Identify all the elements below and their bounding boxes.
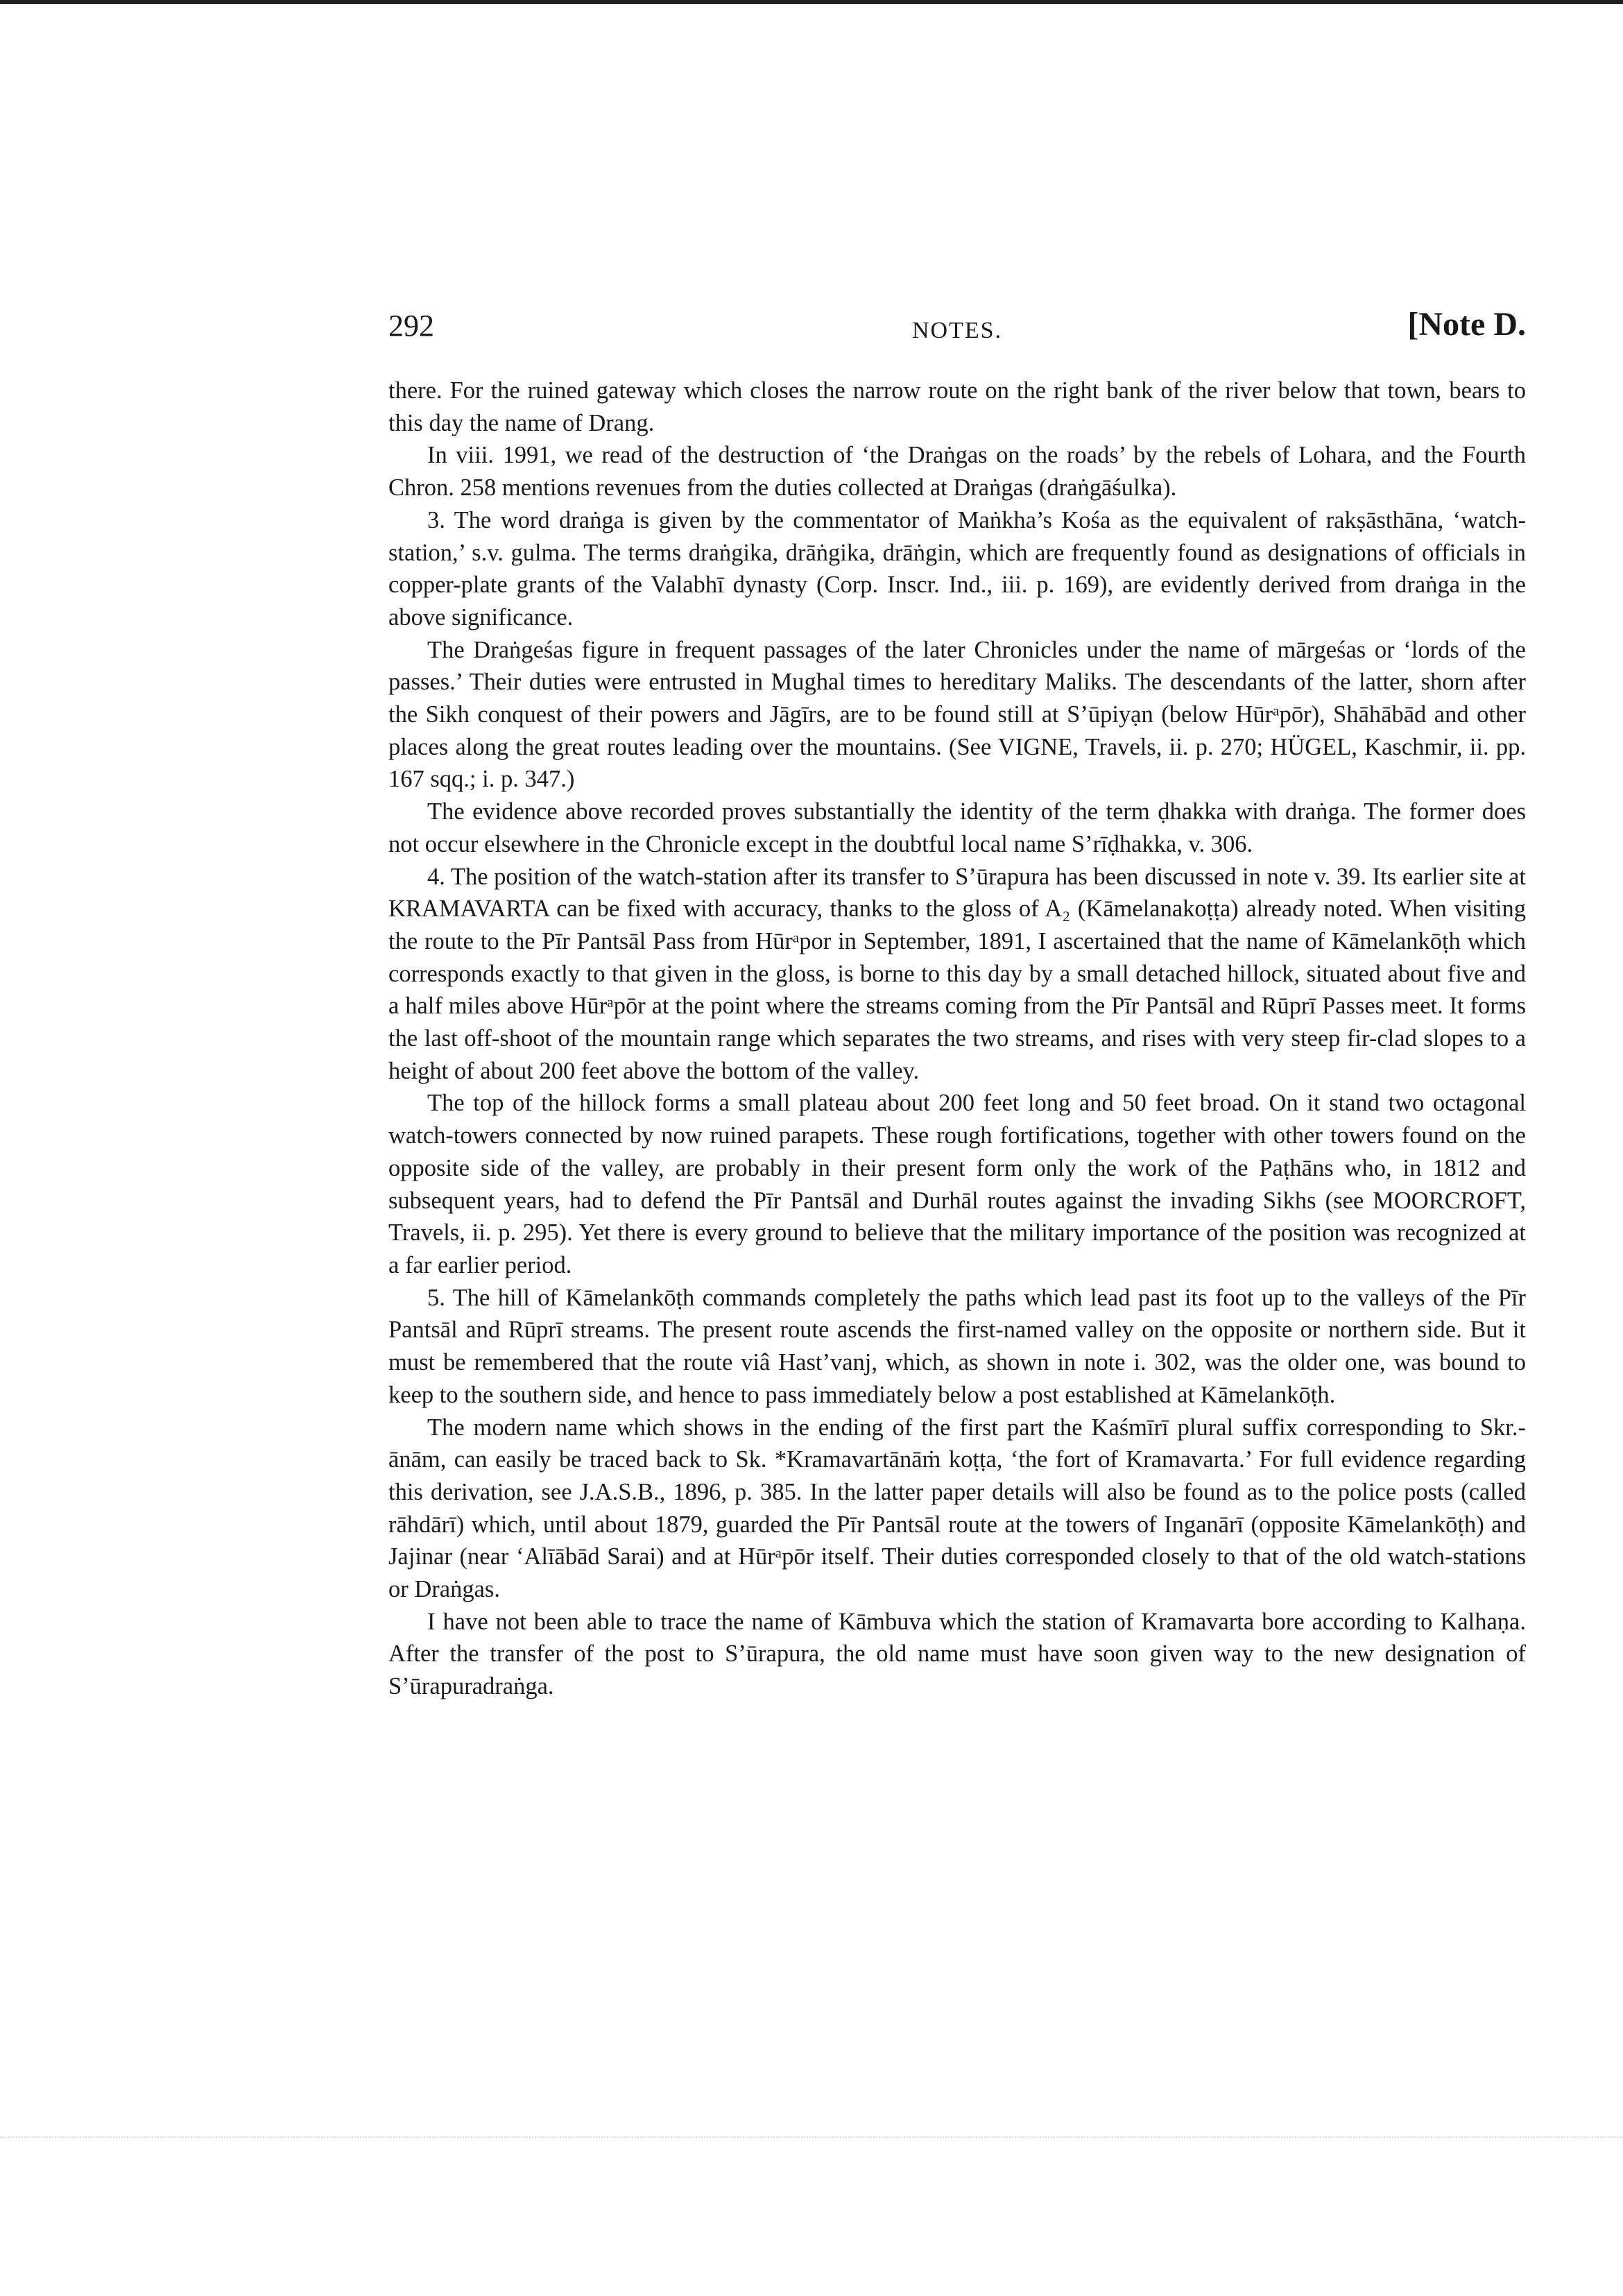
paragraph-6: 4. The position of the watch-station after its transfer to S’ūrapura has been discussed in note v. 39. Its earlier site at KRAMAVARTA can be fixed with accuracy, thanks to the gloss of A₂ (Kāmelanakoṭṭa) already noted. When visiting the route to the Pīr Pantsāl Pass from Hūrᵃpor in September, 1891, I ascertained that the name of Kāmelankōṭh which corresponds exactly to that given in the gloss, is borne to this day by a small detached hillock, situated about five and a half miles above Hūrᵃpōr at the point where the streams coming from the Pīr Pantsāl and Rūprī Passes meet. It forms the last off-shoot of the mountain range which separates the two streams, and rises with very steep fir-clad slopes to a height of about 200 feet above the bottom of the valley. [388,863,1526,1084]
paragraph-3: 3. The word draṅga is given by the commentator of Maṅkha’s Kośa as the equivalent of rakṣāsthāna, ‘watch-station,’ s.v. gulma. The terms draṅgika, drāṅgika, drāṅgin, which are frequently found as designations of officials in copper-plate grants of the Valabhī dynasty (Corp. Inscr. Ind., iii. p. 169), are evidently derived from draṅga in the above significance. [388,506,1526,631]
paragraph-9: The modern name which shows in the ending of the first part the Kaśmīrī plural suffix corresponding to Skr.-ānām, can easily be traced back to Sk. *Kramavartānāṁ koṭṭa, ‘the fort of Kramavarta.’ For full evidence regarding this derivation, see J.A.S.B., 1896, p. 385. In the latter paper details will also be found as to the police posts (called rāhdārī) which, until about 1879, guarded the Pīr Pantsāl route at the towers of Inganārī (opposite Kāmelankōṭh) and Jajinar (near ‘Alīābād Sarai) and at Hūrᵃpōr itself. Their duties corresponded closely to that of the old watch-stations or Draṅgas. [388,1414,1526,1603]
body-text [388,375,1526,1703]
paragraph-4: The Draṅgeśas figure in frequent passages of the later Chronicles under the name of mārgeśas or ‘lords of the passes.’ Their duties were entrusted in Mughal times to hereditary Maliks. The descendants of the latter, shorn after the Sikh conquest of their powers and Jāgīrs, are to be found still at S’ūpiyạn (below Hūrᵃpōr), Shāhābād and other places along the great routes leading over the mountains. (See VIGNE, Travels, ii. p. 270; HÜGEL, Kaschmir, ii. pp. 167 sqq.; i. p. 347.) [388,636,1526,793]
running-title: NOTES. [911,318,1003,343]
footer-scan-line [0,2136,1623,2139]
paragraph-10: I have not been able to trace the name of Kāmbuva which the station of Kramavarta bore according to Kalhaṇa. After the transfer of the post to S’ūrapura, the old name must have soon given way to the new designation of S’ūrapuradraṅga. [388,1608,1526,1700]
page-number: 292 [388,309,434,343]
paragraph-8: 5. The hill of Kāmelankōṭh commands completely the paths which lead past its foot up to the valleys of the Pīr Pantsāl and Rūprī streams. The present route ascends the first-named valley on the opposite or northern side. But it must be remembered that the route viâ Hast’vanj, which, as shown in note i. 302, was the older one, was bound to keep to the southern side, and hence to pass immediately below a post established at Kāmelankōṭh. [388,1284,1526,1408]
paragraph-5: The evidence above recorded proves substantially the identity of the term ḍhakka with draṅga. The former does not occur elsewhere in the Chronicle except in the doubtful local name S’rīḍhakka, v. 306. [388,798,1526,857]
note-label: [Note D. [1407,306,1526,343]
top-border [0,0,1623,4]
paragraph-2: In viii. 1991, we read of the destruction of ‘the Draṅgas on the roads’ by the rebels of Lohara, and the Fourth Chron. 258 mentions revenues from the duties collected at Draṅgas (draṅgāśulka). [388,442,1526,502]
paragraph-1: there. For the ruined gateway which closes the narrow route on the right bank of the river below that town, bears to this day the name of Drang. [388,377,1526,436]
paragraph-7: The top of the hillock forms a small plateau about 200 feet long and 50 feet broad. On it stand two octagonal watch-towers connected by now ruined parapets. These rough fortifications, together with other towers found on the opposite side of the valley, are probably in their present form only the work of the Paṭhāns who, in 1812 and subsequent years, had to defend the Pīr Pantsāl and Durhāl routes against the invading Sikhs (see MOORCROFT, Travels, ii. p. 295). Yet there is every ground to believe that the military importance of the position was recognized at a far earlier period. [388,1090,1526,1278]
page-header [388,302,1526,358]
